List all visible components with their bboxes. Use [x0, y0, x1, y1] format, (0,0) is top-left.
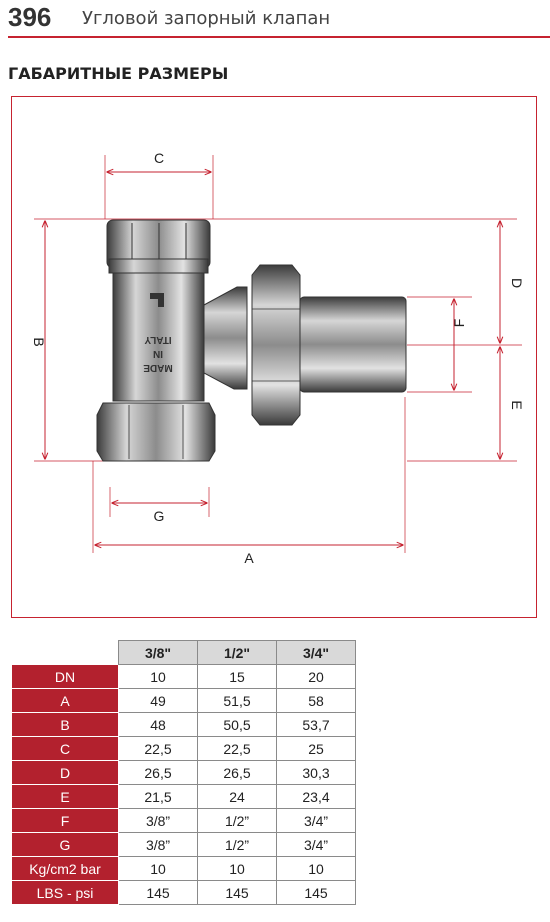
row-label: G [12, 833, 119, 857]
section-title: ГАБАРИТНЫЕ РАЗМЕРЫ [8, 64, 229, 83]
row-label: DN [12, 665, 119, 689]
row-label: LBS - psi [12, 881, 119, 905]
column-header: 1/2" [198, 641, 277, 665]
table-cell: 15 [198, 665, 277, 689]
table-cell: 53,7 [277, 713, 356, 737]
table-cell: 145 [198, 881, 277, 905]
table-cell: 1/2” [198, 833, 277, 857]
table-row [12, 833, 356, 857]
body-marking-line-2: IN [153, 348, 163, 359]
dim-label-b: B [31, 337, 47, 347]
page-title: Угловой запорный клапан [82, 8, 331, 29]
table-cell: 58 [277, 689, 356, 713]
table-row [12, 785, 356, 809]
dim-label-d: D [509, 277, 525, 289]
row-label: E [12, 785, 119, 809]
table-row [12, 737, 356, 761]
row-label: A [12, 689, 119, 713]
table-cell: 3/4” [277, 833, 356, 857]
dim-label-c: C [153, 150, 165, 166]
table-cell: 20 [277, 665, 356, 689]
table-row [12, 761, 356, 785]
table-cell: 22,5 [119, 737, 198, 761]
row-label: B [12, 713, 119, 737]
table-row [12, 689, 356, 713]
body-marking-line-3: ITALY [144, 334, 172, 345]
table-cell: 145 [277, 881, 356, 905]
table-row [12, 665, 356, 689]
model-number: 396 [8, 2, 52, 32]
table-cell: 10 [119, 857, 198, 881]
dimension-drawing [11, 96, 537, 618]
table-cell: 25 [277, 737, 356, 761]
table-row [12, 857, 356, 881]
column-header: 3/4" [277, 641, 356, 665]
table-cell: 3/8” [119, 809, 198, 833]
table-cell: 30,3 [277, 761, 356, 785]
table-cell: 10 [198, 857, 277, 881]
table-cell: 51,5 [198, 689, 277, 713]
table-row [12, 713, 356, 737]
column-header: 3/8" [119, 641, 198, 665]
table-cell: 49 [119, 689, 198, 713]
table-cell: 24 [198, 785, 277, 809]
table-cell: 10 [119, 665, 198, 689]
table-cell: 50,5 [198, 713, 277, 737]
table-cell: 26,5 [119, 761, 198, 785]
page-header [8, 0, 550, 38]
table-cell: 3/4” [277, 809, 356, 833]
dim-label-a: A [244, 550, 254, 566]
table-row [12, 881, 356, 905]
table-cell: 23,4 [277, 785, 356, 809]
table-cell: 21,5 [119, 785, 198, 809]
table-corner [12, 641, 119, 665]
table-cell: 10 [277, 857, 356, 881]
valve-drawing [12, 97, 538, 619]
row-label: D [12, 761, 119, 785]
table-cell: 22,5 [198, 737, 277, 761]
valve-illustration [97, 220, 406, 461]
row-label: F [12, 809, 119, 833]
table-cell: 26,5 [198, 761, 277, 785]
body-marking-line-1: MADE [143, 362, 173, 373]
row-label: C [12, 737, 119, 761]
specs-table [11, 640, 356, 905]
table-header-row [12, 641, 356, 665]
row-label: Kg/cm2 bar [12, 857, 119, 881]
table-cell: 145 [119, 881, 198, 905]
table-row [12, 809, 356, 833]
table-cell: 3/8” [119, 833, 198, 857]
dim-label-g: G [153, 508, 165, 524]
table-cell: 1/2” [198, 809, 277, 833]
dim-label-f: F [451, 318, 467, 328]
table-cell: 48 [119, 713, 198, 737]
dim-label-e: E [509, 400, 525, 410]
